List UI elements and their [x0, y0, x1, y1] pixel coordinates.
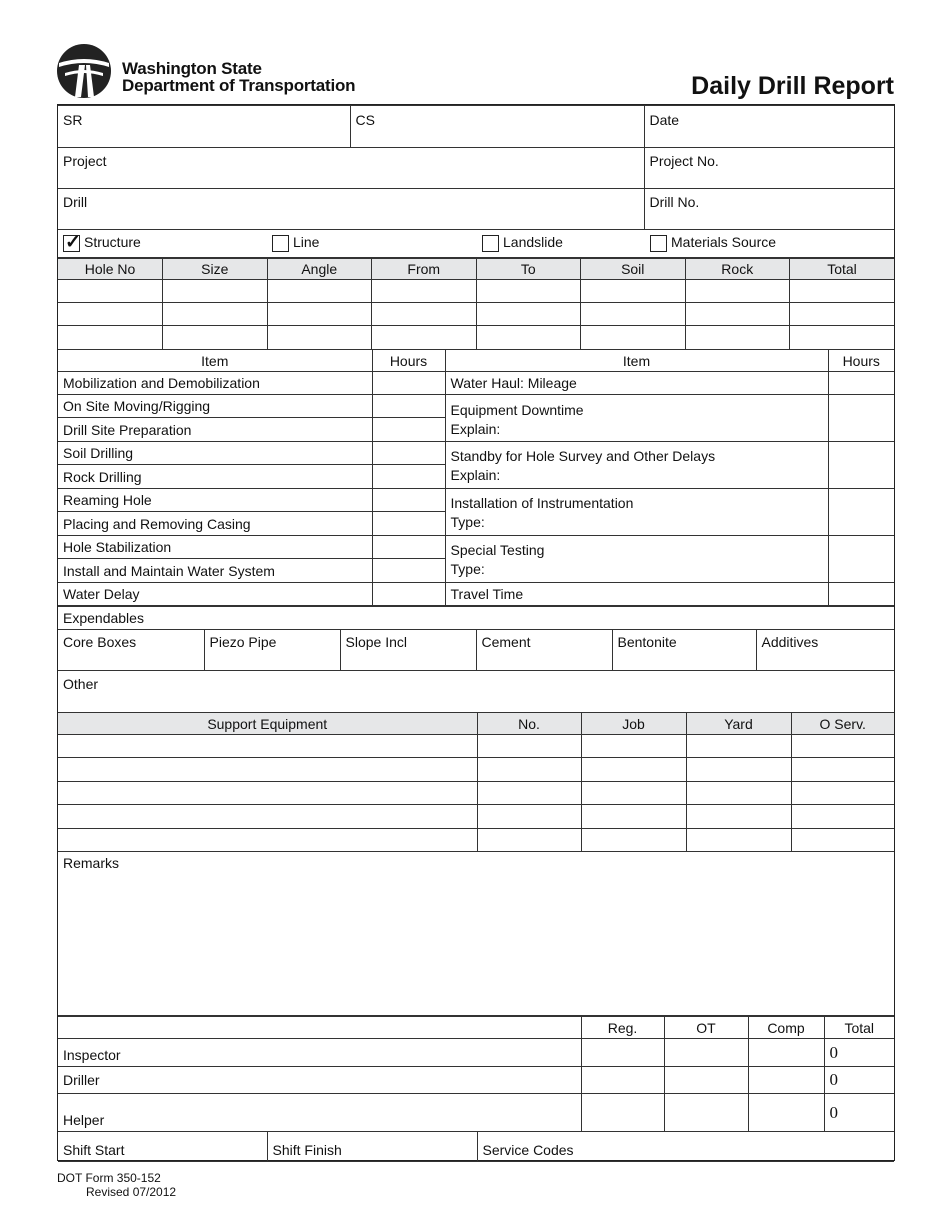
item-onsite-moving: On Site Moving/Rigging — [58, 395, 372, 418]
item-rock-drilling: Rock Drilling — [58, 465, 372, 489]
table-row — [58, 758, 894, 782]
comp-input[interactable] — [748, 1094, 824, 1132]
items-section — [58, 349, 894, 606]
checkmark-icon: ✓ — [65, 231, 81, 253]
total-value: 0 — [824, 1039, 894, 1067]
col-total: Total — [824, 1017, 894, 1039]
item-mobilization: Mobilization and Demobilization — [58, 372, 372, 395]
item-text: Special Testing — [450, 542, 545, 558]
cell[interactable] — [372, 326, 477, 350]
agency-line1: Washington State — [122, 59, 262, 78]
cell[interactable] — [58, 326, 163, 350]
expendables-label: Expendables — [58, 607, 894, 630]
personnel-row-inspector — [58, 1039, 894, 1067]
item-travel-time — [445, 583, 828, 606]
drill-field[interactable] — [58, 189, 644, 230]
item-instrumentation — [445, 489, 828, 536]
drill-no-label: Drill No. — [649, 194, 700, 210]
hole-table-header — [58, 259, 894, 280]
form-footer — [57, 1171, 176, 1199]
ot-input[interactable] — [664, 1094, 748, 1132]
shift-row — [58, 1131, 894, 1162]
role-label: Driller — [58, 1067, 581, 1094]
items-right-header: Item — [445, 350, 828, 372]
hours-right-header: Hours — [828, 350, 894, 372]
agency-line2: Department of Transportation — [122, 76, 356, 95]
total-value: 0 — [824, 1067, 894, 1094]
comp-input[interactable] — [748, 1039, 824, 1067]
cell[interactable] — [686, 758, 791, 782]
table-row — [58, 782, 894, 805]
cell[interactable] — [477, 735, 581, 758]
hours-left-header: Hours — [372, 350, 445, 372]
item-text: Travel Time — [450, 586, 524, 602]
item-special-testing — [445, 536, 828, 583]
cell[interactable] — [58, 782, 477, 805]
cs-label: CS — [355, 112, 375, 128]
cell[interactable] — [790, 280, 895, 303]
total-value: 0 — [824, 1094, 894, 1132]
hours-input[interactable] — [828, 583, 894, 606]
cell[interactable] — [477, 758, 581, 782]
hours-input[interactable] — [828, 489, 894, 536]
role-label: Helper — [58, 1094, 581, 1132]
cell[interactable] — [685, 303, 790, 326]
site-type-row — [58, 230, 894, 258]
field-label: Slope Incl — [345, 634, 407, 650]
additives-field[interactable] — [756, 630, 894, 671]
project-no-label: Project No. — [649, 153, 719, 169]
checkbox-label: Landslide — [503, 234, 563, 250]
personnel-row-helper — [58, 1094, 894, 1132]
item-explain: Explain: — [450, 421, 501, 437]
col-ot: OT — [664, 1017, 748, 1039]
cell[interactable] — [476, 326, 581, 350]
cell[interactable] — [581, 326, 686, 350]
cell[interactable] — [686, 805, 791, 829]
item-equipment-downtime — [445, 395, 828, 442]
field-label: Other — [63, 676, 99, 692]
other-field[interactable] — [58, 671, 894, 713]
hours-input[interactable] — [372, 372, 445, 395]
cell[interactable] — [372, 280, 477, 303]
cell[interactable] — [791, 805, 894, 829]
top-info-section — [58, 105, 894, 230]
cell[interactable] — [791, 829, 894, 852]
item-water-delay: Water Delay — [58, 583, 372, 606]
hole-table — [58, 258, 894, 350]
item-text: Standby for Hole Survey and Other Delays — [450, 448, 716, 464]
cell[interactable] — [790, 303, 895, 326]
cell[interactable] — [581, 829, 686, 852]
field-label: Bentonite — [617, 634, 677, 650]
hours-input[interactable] — [828, 395, 894, 442]
col-no: No. — [477, 713, 581, 735]
table-row — [58, 829, 894, 852]
checkbox-line[interactable] — [272, 234, 319, 252]
hours-input[interactable] — [828, 372, 894, 395]
cell[interactable] — [791, 782, 894, 805]
cell[interactable] — [58, 303, 163, 326]
checkbox-structure[interactable] — [63, 231, 141, 253]
cell[interactable] — [581, 758, 686, 782]
personnel-row-driller — [58, 1067, 894, 1094]
item-soil-drilling: Soil Drilling — [58, 442, 372, 465]
cell[interactable] — [267, 280, 372, 303]
checkbox-label: Line — [293, 234, 320, 250]
cell[interactable] — [581, 280, 686, 303]
cell[interactable] — [685, 326, 790, 350]
cell[interactable] — [267, 326, 372, 350]
cell[interactable] — [163, 326, 268, 350]
remarks-field[interactable] — [58, 851, 894, 1016]
role-label: Inspector — [58, 1039, 581, 1067]
cell[interactable] — [581, 735, 686, 758]
service-codes-field[interactable] — [477, 1132, 894, 1162]
field-label: Shift Start — [63, 1142, 125, 1158]
reg-input[interactable] — [581, 1067, 664, 1094]
table-row — [58, 805, 894, 829]
cell[interactable] — [477, 805, 581, 829]
hours-input[interactable] — [372, 465, 445, 489]
cell[interactable] — [58, 805, 477, 829]
shift-finish-field[interactable] — [267, 1132, 477, 1162]
sr-label: SR — [63, 112, 83, 128]
cell[interactable] — [372, 303, 477, 326]
cell[interactable] — [163, 303, 268, 326]
col-angle: Angle — [267, 259, 372, 280]
project-no-field[interactable] — [644, 148, 894, 189]
revision-date: Revised 07/2012 — [86, 1185, 177, 1199]
col-rock: Rock — [685, 259, 790, 280]
cell[interactable] — [791, 735, 894, 758]
hours-input[interactable] — [828, 442, 894, 489]
ot-input[interactable] — [664, 1039, 748, 1067]
item-hole-stabilization: Hole Stabilization — [58, 536, 372, 559]
hours-input[interactable] — [372, 512, 445, 536]
col-job: Job — [581, 713, 686, 735]
col-o-serv: O Serv. — [791, 713, 894, 735]
table-row — [58, 303, 894, 326]
cell[interactable] — [267, 303, 372, 326]
item-type: Type: — [450, 561, 485, 577]
field-label: Shift Finish — [272, 1142, 342, 1158]
shift-start-field[interactable] — [58, 1132, 267, 1162]
reg-input[interactable] — [581, 1039, 664, 1067]
cell[interactable] — [790, 326, 895, 350]
expendables-section — [58, 606, 894, 713]
table-row — [58, 735, 894, 758]
hours-input[interactable] — [372, 395, 445, 418]
hours-input[interactable] — [372, 418, 445, 442]
item-standby — [445, 442, 828, 489]
hours-input[interactable] — [372, 559, 445, 583]
date-field[interactable] — [644, 106, 894, 148]
checkbox-box[interactable] — [63, 231, 81, 253]
cell[interactable] — [686, 782, 791, 805]
item-drill-site-prep: Drill Site Preparation — [58, 418, 372, 442]
cell[interactable] — [58, 280, 163, 303]
table-row — [58, 280, 894, 303]
checkbox-materials-source[interactable] — [650, 234, 776, 252]
field-label: Core Boxes — [63, 634, 137, 650]
col-comp: Comp — [748, 1017, 824, 1039]
core-boxes-field[interactable] — [58, 630, 204, 671]
items-left-header: Item — [58, 350, 372, 372]
hours-input[interactable] — [372, 442, 445, 465]
piezo-pipe-field[interactable] — [204, 630, 340, 671]
field-label: Piezo Pipe — [209, 634, 277, 650]
bentonite-field[interactable] — [612, 630, 756, 671]
project-field[interactable] — [58, 148, 644, 189]
cement-field[interactable] — [476, 630, 612, 671]
cell[interactable] — [581, 805, 686, 829]
checkbox-label: Structure — [84, 234, 141, 250]
cell[interactable] — [58, 829, 477, 852]
drill-label: Drill — [63, 194, 88, 210]
form-number: DOT Form 350-152 — [57, 1171, 161, 1185]
item-water-system: Install and Maintain Water System — [58, 559, 372, 583]
col-total: Total — [790, 259, 895, 280]
item-type: Type: — [450, 514, 485, 530]
remarks-label: Remarks — [63, 855, 120, 871]
item-text: Equipment Downtime — [450, 402, 584, 418]
cell[interactable] — [58, 758, 477, 782]
item-text: Water Haul: Mileage — [450, 375, 577, 391]
blank-cell — [58, 1017, 581, 1039]
hours-input[interactable] — [828, 536, 894, 583]
item-water-haul — [445, 372, 828, 395]
item-casing: Placing and Removing Casing — [58, 512, 372, 536]
checkbox-label: Materials Source — [671, 234, 777, 250]
reg-input[interactable] — [581, 1094, 664, 1132]
cell[interactable] — [685, 280, 790, 303]
field-label: Service Codes — [482, 1142, 574, 1158]
cell[interactable] — [477, 829, 581, 852]
hours-input[interactable] — [372, 489, 445, 512]
item-reaming-hole: Reaming Hole — [58, 489, 372, 512]
col-hole-no: Hole No — [58, 259, 163, 280]
personnel-table — [58, 1016, 894, 1132]
cell[interactable] — [476, 280, 581, 303]
col-reg: Reg. — [581, 1017, 664, 1039]
cell[interactable] — [581, 782, 686, 805]
col-yard: Yard — [686, 713, 791, 735]
drill-no-field[interactable] — [644, 189, 894, 230]
hours-input[interactable] — [372, 536, 445, 559]
cs-field[interactable] — [350, 106, 644, 148]
col-soil: Soil — [581, 259, 686, 280]
cell[interactable] — [686, 829, 791, 852]
field-label: Cement — [481, 634, 531, 650]
col-from: From — [372, 259, 477, 280]
hours-input[interactable] — [372, 583, 445, 606]
col-support-equipment: Support Equipment — [58, 713, 477, 735]
cell[interactable] — [163, 280, 268, 303]
col-to: To — [476, 259, 581, 280]
item-text: Installation of Instrumentation — [450, 495, 634, 511]
cell[interactable] — [477, 782, 581, 805]
agency-name — [122, 60, 355, 94]
cell[interactable] — [686, 735, 791, 758]
field-label: Additives — [761, 634, 819, 650]
checkbox-box[interactable] — [650, 235, 667, 252]
project-label: Project — [63, 153, 107, 169]
checkbox-landslide[interactable] — [482, 234, 563, 252]
date-label: Date — [649, 112, 680, 128]
cell[interactable] — [581, 303, 686, 326]
table-row — [58, 326, 894, 350]
support-header — [58, 713, 894, 735]
slope-incl-field[interactable] — [340, 630, 476, 671]
page-title: Daily Drill Report — [691, 72, 894, 100]
cell[interactable] — [58, 735, 477, 758]
sr-field[interactable] — [58, 106, 350, 148]
comp-input[interactable] — [748, 1067, 824, 1094]
support-equipment-table — [58, 712, 894, 852]
col-size: Size — [163, 259, 268, 280]
ot-input[interactable] — [664, 1067, 748, 1094]
checkbox-box[interactable] — [482, 235, 499, 252]
cell[interactable] — [791, 758, 894, 782]
checkbox-box[interactable] — [272, 235, 289, 252]
drill-report-form — [57, 104, 895, 1161]
cell[interactable] — [476, 303, 581, 326]
item-explain: Explain: — [450, 467, 501, 483]
